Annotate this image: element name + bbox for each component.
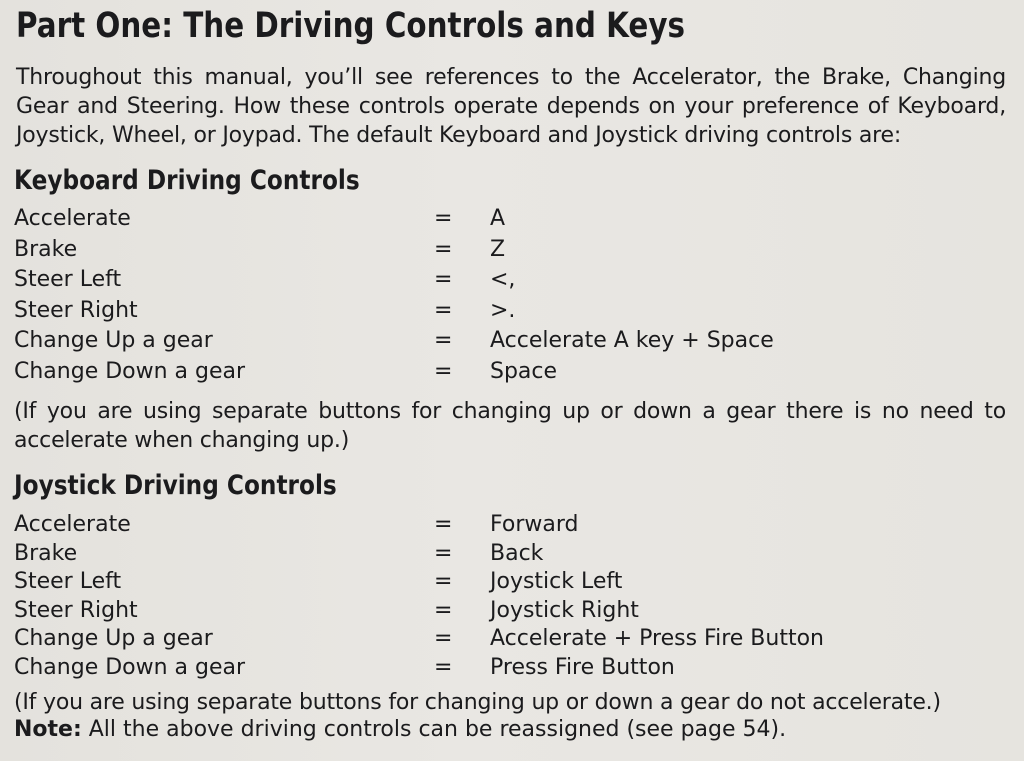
- equals-sign: =: [434, 328, 453, 353]
- equals-sign: =: [434, 540, 453, 566]
- equals-sign: =: [434, 358, 453, 384]
- control-key: A: [490, 206, 506, 231]
- control-key: Joystick Right: [490, 597, 639, 623]
- control-label: Brake: [14, 540, 78, 566]
- equals-sign: =: [434, 206, 453, 231]
- keyboard-controls-table: [14, 206, 914, 389]
- joystick-controls-table: [14, 512, 914, 683]
- equals-sign: =: [434, 297, 453, 323]
- control-label: Steer Right: [14, 597, 138, 623]
- note-label: Note:: [14, 717, 82, 742]
- keyboard-row-change-up: [14, 328, 914, 359]
- control-label: Steer Left: [14, 267, 122, 292]
- control-label: Steer Right: [14, 297, 138, 323]
- equals-sign: =: [434, 569, 453, 594]
- control-key: Joystick Left: [490, 569, 623, 594]
- keyboard-row-change-down: [14, 359, 914, 390]
- equals-sign: =: [434, 654, 453, 680]
- joystick-controls-heading: Joystick Driving Controls: [14, 470, 337, 501]
- joystick-row-brake: [14, 541, 914, 570]
- control-key: <,: [490, 267, 516, 292]
- equals-sign: =: [434, 267, 453, 292]
- equals-sign: =: [434, 597, 453, 623]
- joystick-row-accelerate: [14, 512, 914, 541]
- joystick-row-steer-left: [14, 569, 914, 598]
- control-label: Change Down a gear: [14, 654, 246, 680]
- equals-sign: =: [434, 236, 453, 262]
- control-label: Accelerate: [14, 206, 131, 231]
- control-key: Accelerate + Press Fire Button: [490, 626, 824, 651]
- keyboard-row-steer-left: [14, 267, 914, 298]
- equals-sign: =: [434, 512, 453, 537]
- keyboard-row-accelerate: [14, 206, 914, 237]
- control-label: Change Up a gear: [14, 328, 213, 353]
- equals-sign: =: [434, 626, 453, 651]
- control-key: >.: [490, 297, 516, 323]
- control-key: Accelerate A key + Space: [490, 328, 774, 353]
- joystick-row-change-up: [14, 626, 914, 655]
- keyboard-gear-note: (If you are using separate buttons for changing up or down a gear there is no need to accelerate when changing up.): [14, 399, 1006, 453]
- note-text: All the above driving controls can be reassigned (see page 54).: [81, 717, 787, 742]
- control-key: Back: [490, 540, 544, 566]
- joystick-row-change-down: [14, 655, 914, 684]
- control-label: Accelerate: [14, 512, 131, 537]
- keyboard-controls-heading: Keyboard Driving Controls: [14, 165, 360, 196]
- control-label: Brake: [14, 236, 78, 262]
- intro-paragraph: Throughout this manual, you’ll see references to the Accelerator, the Brake, Changing Gear and Steering. How these controls operate depends on your preference of Keyboard, Joystick, Wheel, or Joypad. The default Keyboard and Joystick driving controls are:: [16, 65, 1006, 148]
- control-label: Steer Left: [14, 569, 122, 594]
- control-label: Change Down a gear: [14, 358, 246, 384]
- page-title: Part One: The Driving Controls and Keys: [16, 6, 686, 46]
- keyboard-row-steer-right: [14, 298, 914, 329]
- reassign-note: [14, 717, 786, 742]
- control-key: Space: [490, 358, 558, 384]
- control-key: Press Fire Button: [490, 654, 675, 680]
- keyboard-row-brake: [14, 237, 914, 268]
- joystick-gear-note: (If you are using separate buttons for changing up or down a gear do not accelerate.): [14, 690, 941, 715]
- control-label: Change Up a gear: [14, 626, 213, 651]
- control-key: Z: [490, 236, 506, 262]
- control-key: Forward: [490, 512, 579, 537]
- joystick-row-steer-right: [14, 598, 914, 627]
